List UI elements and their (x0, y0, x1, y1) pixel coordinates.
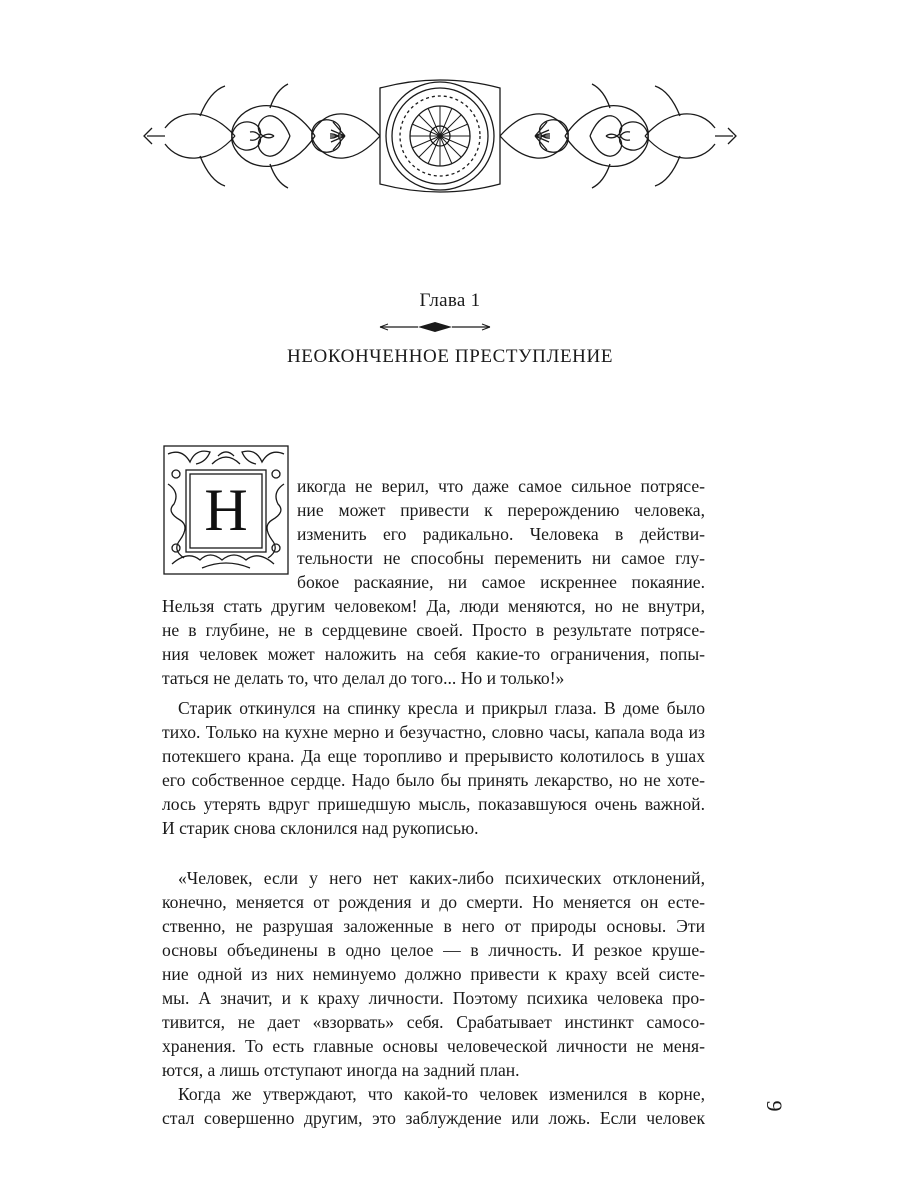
text-line: таться не делать то, что делал до того... Но и только!» (162, 668, 565, 688)
text-line: основы объединены в одно целое — в личность. И резкое круше- (162, 940, 705, 960)
text-line: ственно, не разрушая заложенные в него от природы основы. Эти (162, 916, 705, 936)
text-line: ния человек может наложить на себя какие-то ограничения, попы- (162, 644, 705, 664)
chapter-divider-ornament (378, 320, 492, 334)
text-line: ются, а лишь отступают иногда на задний план. (162, 1060, 520, 1080)
text-line: Старик откинулся на спинку кресла и прикрыл глаза. В доме было (178, 698, 705, 718)
text-line: конечно, меняется от рождения и до смерти. Но меняется он есте- (162, 892, 705, 912)
initial-letter: Н (204, 476, 248, 543)
text-line: тивится, не дает «взорвать» себя. Срабатывает инстинкт самосо- (162, 1012, 705, 1032)
text-line: «Человек, если у него нет каких-либо психических отклонений, (178, 868, 705, 888)
chapter-number: Глава 1 (419, 290, 481, 311)
chapter-title: НЕОКОНЧЕННОЕ ПРЕСТУПЛЕНИЕ (286, 346, 614, 367)
text-line: Когда же утверждают, что какой-то человек изменился в корне, (178, 1084, 705, 1104)
ornamental-header (140, 78, 740, 196)
page-number: 9 (762, 1100, 787, 1112)
text-line: мы. А значит, и к краху личности. Поэтому психика человека про- (162, 988, 705, 1008)
text-line: лось утерять вдруг пришедшую мысль, показавшуюся очень важной. (162, 794, 705, 814)
text-line: И старик снова склонился над рукописью. (162, 818, 479, 838)
text-line: изменить его радикально. Человека в действи- (297, 524, 705, 544)
text-line: икогда не верил, что даже самое сильное потрясе- (297, 476, 705, 496)
text-line: ние может привести к перерождению человека, (297, 500, 705, 520)
decorated-initial (162, 444, 290, 576)
text-line: ние одной из них неминуемо должно привести к краху всей систе- (162, 964, 705, 984)
text-line: его собственное сердце. Надо было бы принять лекарство, но не хоте- (162, 770, 705, 790)
text-line: Нельзя стать другим человеком! Да, люди меняются, но не внутри, (162, 596, 705, 616)
text-line: потекшего крана. Да еще торопливо и прерывисто колотилось в ушах (162, 746, 705, 766)
text-line: тельности не способны переменить ни самое глу- (297, 548, 705, 568)
text-line: бокое раскаяние, ни самое искреннее покаяние. (297, 572, 705, 592)
text-line: тихо. Только на кухне мерно и безучастно, словно часы, капала вода из (162, 722, 705, 742)
text-line: хранения. То есть главные основы человеческой личности не меня- (162, 1036, 705, 1056)
text-line: не в глубине, не в сердцевине своей. Просто в результате потрясе- (162, 620, 705, 640)
text-line: стал совершенно другим, это заблуждение или ложь. Если человек (162, 1108, 705, 1128)
